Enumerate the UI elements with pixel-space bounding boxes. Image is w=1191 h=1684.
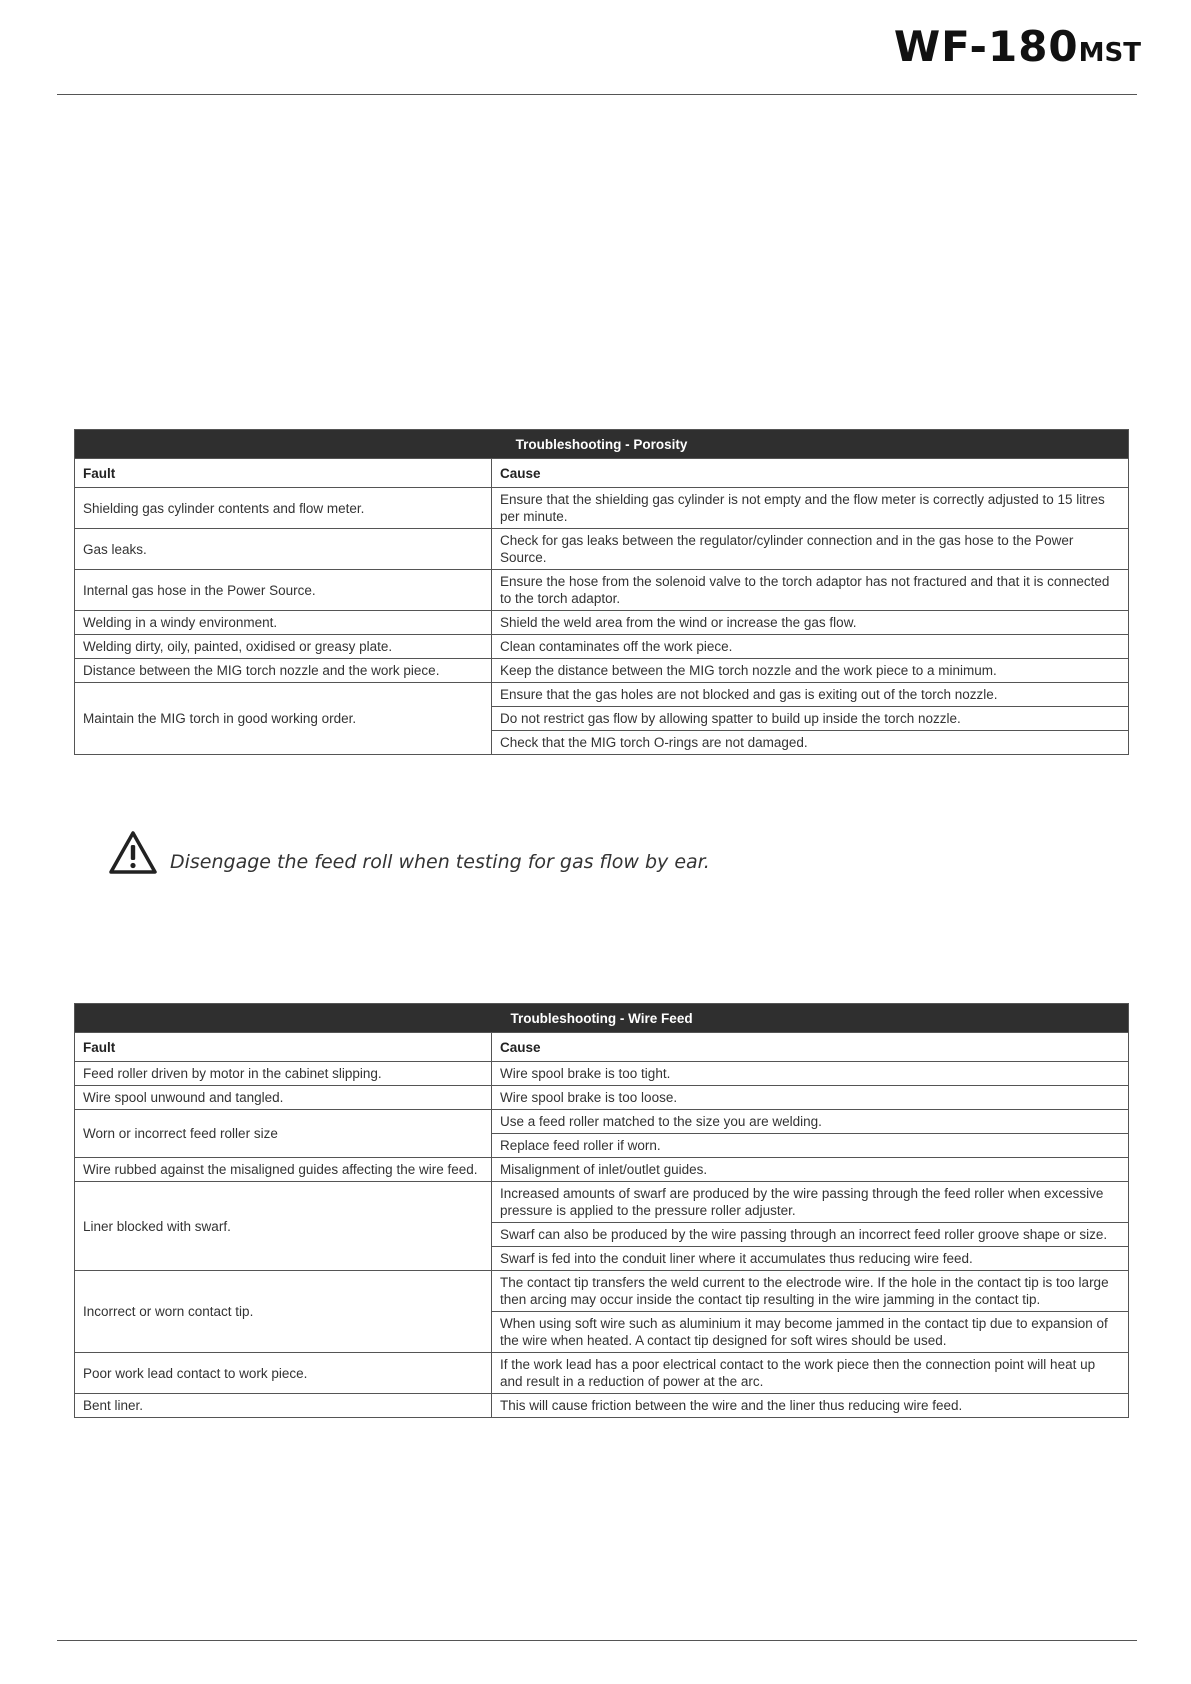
cause-cell: Replace feed roller if worn.	[492, 1134, 1129, 1158]
cause-cell: Keep the distance between the MIG torch nozzle and the work piece to a minimum.	[492, 659, 1129, 683]
cause-cell: If the work lead has a poor electrical contact to the work piece then the connection point will heat up and result in a reduction of power at the arc.	[492, 1353, 1129, 1394]
wirefeed-table-title: Troubleshooting - Wire Feed	[75, 1004, 1129, 1033]
cause-cell: Swarf is fed into the conduit liner where it accumulates thus reducing wire feed.	[492, 1247, 1129, 1271]
table-row	[75, 1394, 1129, 1418]
fault-cell: Wire spool unwound and tangled.	[75, 1086, 492, 1110]
cause-cell: Do not restrict gas flow by allowing spatter to build up inside the torch nozzle.	[492, 707, 1129, 731]
porosity-cause-header: Cause	[492, 459, 1129, 488]
fault-cell: Internal gas hose in the Power Source.	[75, 570, 492, 611]
cause-cell: When using soft wire such as aluminium it may become jammed in the contact tip due to expansion of the wire when heated. A contact tip designed for soft wires should be used.	[492, 1312, 1129, 1353]
cause-cell: Check that the MIG torch O-rings are not damaged.	[492, 731, 1129, 755]
fault-cell: Incorrect or worn contact tip.	[75, 1271, 492, 1353]
cause-cell: Ensure that the gas holes are not blocked and gas is exiting out of the torch nozzle.	[492, 683, 1129, 707]
cause-cell: This will cause friction between the wire and the liner thus reducing wire feed.	[492, 1394, 1129, 1418]
fault-cell: Poor work lead contact to work piece.	[75, 1353, 492, 1394]
fault-cell: Gas leaks.	[75, 529, 492, 570]
warning-triangle-icon	[108, 830, 158, 876]
table-row	[75, 683, 1129, 707]
cause-cell: Check for gas leaks between the regulator/cylinder connection and in the gas hose to the Power Source.	[492, 529, 1129, 570]
warning-note	[108, 828, 710, 878]
table-row	[75, 1271, 1129, 1312]
fault-cell: Worn or incorrect feed roller size	[75, 1110, 492, 1158]
table-row	[75, 1110, 1129, 1134]
fault-cell: Feed roller driven by motor in the cabinet slipping.	[75, 1062, 492, 1086]
brand-logo	[893, 22, 1141, 71]
warning-text: Disengage the feed roll when testing for gas flow by ear.	[170, 851, 710, 873]
fault-cell: Liner blocked with swarf.	[75, 1182, 492, 1271]
table-row	[75, 529, 1129, 570]
fault-cell: Wire rubbed against the misaligned guides affecting the wire feed.	[75, 1158, 492, 1182]
cause-cell: Misalignment of inlet/outlet guides.	[492, 1158, 1129, 1182]
table-row	[75, 1353, 1129, 1394]
table-row	[75, 1182, 1129, 1223]
cause-cell: Shield the weld area from the wind or increase the gas flow.	[492, 611, 1129, 635]
footer-divider	[57, 1640, 1137, 1641]
fault-cell: Welding dirty, oily, painted, oxidised or greasy plate.	[75, 635, 492, 659]
brand-suffix: MST	[1078, 38, 1141, 68]
cause-cell: Swarf can also be produced by the wire passing through an incorrect feed roller groove shape or size.	[492, 1223, 1129, 1247]
cause-cell: Ensure that the shielding gas cylinder is not empty and the flow meter is correctly adjusted to 15 litres per minute.	[492, 488, 1129, 529]
table-row	[75, 1062, 1129, 1086]
fault-cell: Shielding gas cylinder contents and flow meter.	[75, 488, 492, 529]
wirefeed-fault-header: Fault	[75, 1033, 492, 1062]
porosity-table-title: Troubleshooting - Porosity	[75, 430, 1129, 459]
wirefeed-cause-header: Cause	[492, 1033, 1129, 1062]
porosity-fault-header: Fault	[75, 459, 492, 488]
table-row	[75, 635, 1129, 659]
cause-cell: Wire spool brake is too tight.	[492, 1062, 1129, 1086]
cause-cell: Increased amounts of swarf are produced by the wire passing through the feed roller when excessive pressure is applied to the pressure roller adjuster.	[492, 1182, 1129, 1223]
table-row	[75, 611, 1129, 635]
header-divider	[57, 94, 1137, 95]
porosity-table	[74, 429, 1129, 755]
fault-cell: Welding in a windy environment.	[75, 611, 492, 635]
cause-cell: The contact tip transfers the weld current to the electrode wire. If the hole in the contact tip is too large then arcing may occur inside the contact tip resulting in the wire jamming in the contact tip.	[492, 1271, 1129, 1312]
table-row	[75, 1158, 1129, 1182]
cause-cell: Ensure the hose from the solenoid valve to the torch adaptor has not fractured and that it is connected to the torch adaptor.	[492, 570, 1129, 611]
fault-cell: Distance between the MIG torch nozzle and the work piece.	[75, 659, 492, 683]
cause-cell: Wire spool brake is too loose.	[492, 1086, 1129, 1110]
cause-cell: Clean contaminates off the work piece.	[492, 635, 1129, 659]
fault-cell: Bent liner.	[75, 1394, 492, 1418]
wirefeed-rows	[75, 1062, 1129, 1418]
cause-cell: Use a feed roller matched to the size you are welding.	[492, 1110, 1129, 1134]
table-row	[75, 570, 1129, 611]
wirefeed-table	[74, 1003, 1129, 1418]
porosity-rows	[75, 488, 1129, 755]
table-row	[75, 659, 1129, 683]
brand-main: WF-180	[893, 22, 1079, 71]
table-row	[75, 488, 1129, 529]
table-row	[75, 1086, 1129, 1110]
fault-cell: Maintain the MIG torch in good working order.	[75, 683, 492, 755]
